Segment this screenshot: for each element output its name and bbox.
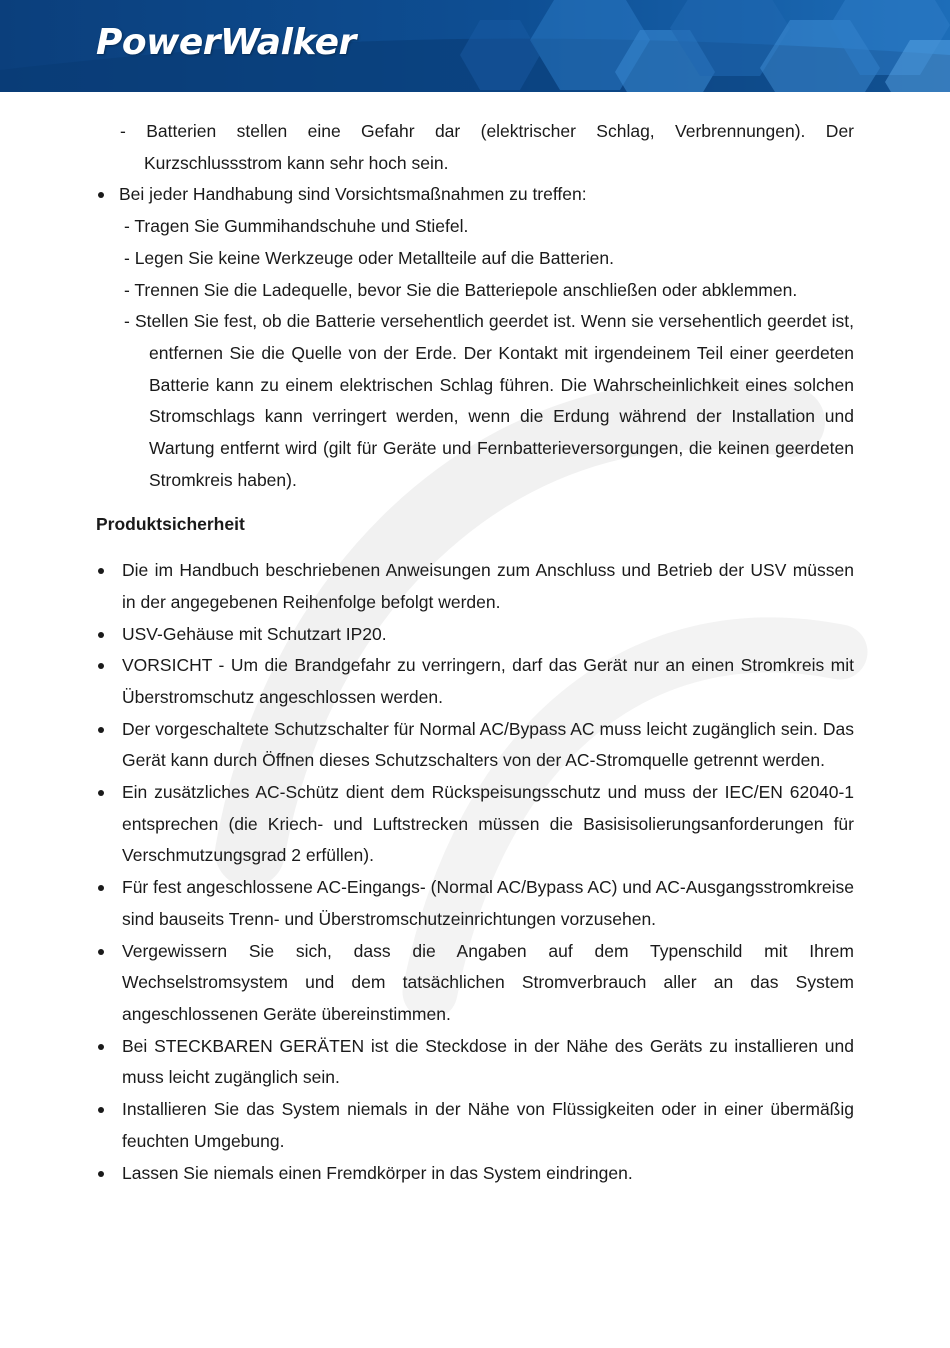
section-heading: Produktsicherheit bbox=[96, 514, 245, 535]
battery-hazard-line: - Batterien stellen eine Gefahr dar (elektrischer Schlag, Verbrennungen). Der Kurzschlussstrom kann sehr hoch sein. bbox=[120, 121, 854, 173]
safety-bullet: Lassen Sie niemals einen Fremdkörper in das System eindringen. bbox=[96, 1158, 854, 1190]
precaution-item: - Tragen Sie Gummihandschuhe und Stiefel. bbox=[124, 216, 469, 237]
safety-bullet: Ein zusätzliches AC-Schütz dient dem Rückspeisungsschutz und muss der IEC/EN 62040-1 entsprechen (die Kriech- und Luftstrecken müssen die Basisisolierungsanforderungen für Verschmutzungsgrad 2 erfüllen). bbox=[96, 777, 854, 872]
safety-bullet: Installieren Sie das System niemals in der Nähe von Flüssigkeiten oder in einer übermäßig feuchten Umgebung. bbox=[96, 1094, 854, 1157]
safety-bullet: USV-Gehäuse mit Schutzart IP20. bbox=[96, 619, 854, 651]
precaution-item: - Legen Sie keine Werkzeuge oder Metallteile auf die Batterien. bbox=[124, 247, 614, 268]
document-body bbox=[96, 116, 854, 1189]
precaution-item: - Trennen Sie die Ladequelle, bevor Sie die Batteriepole anschließen oder abklemmen. bbox=[124, 279, 798, 300]
precautions-bullet: Bei jeder Handhabung sind Vorsichtsmaßnahmen zu treffen: bbox=[96, 179, 854, 211]
precaution-item: - Stellen Sie fest, ob die Batterie versehentlich geerdet ist. Wenn sie versehentlich geerdet ist, entfernen Sie die Quelle von der Erde. Der Kontakt mit irgendeinem Teil einer geerdeten Batterie kann zu einem elektrischen Schlag führen. Die Wahrscheinlichkeit eines solchen Stromschlags kann verringert werden, wenn die Erdung während der Installation und Wartung entfernt wird (gilt für Geräte und Fernbatterieversorgungen, die keinen geerdeten Stromkreis haben). bbox=[124, 311, 854, 490]
safety-bullet: Die im Handbuch beschriebenen Anweisungen zum Anschluss und Betrieb der USV müssen in der angegebenen Reihenfolge befolgt werden. bbox=[96, 555, 854, 618]
safety-bullet: Der vorgeschaltete Schutzschalter für Normal AC/Bypass AC muss leicht zugänglich sein. Das Gerät kann durch Öffnen dieses Schutzschalters von der AC-Stromquelle getrennt werden. bbox=[96, 714, 854, 777]
safety-bullet: Für fest angeschlossene AC-Eingangs- (Normal AC/Bypass AC) und AC-Ausgangsstromkreise sind bauseits Trenn- und Überstromschutzeinrichtungen vorzusehen. bbox=[96, 872, 854, 935]
safety-bullet: Bei STECKBAREN GERÄTEN ist die Steckdose in der Nähe des Geräts zu installieren und muss leicht zugänglich sein. bbox=[96, 1031, 854, 1094]
safety-bullet: VORSICHT - Um die Brandgefahr zu verringern, darf das Gerät nur an einen Stromkreis mit Überstromschutz angeschlossen werden. bbox=[96, 650, 854, 713]
powerwalker-logo: PowerWalker bbox=[96, 22, 356, 63]
safety-bullet: Vergewissern Sie sich, dass die Angaben auf dem Typenschild mit Ihrem Wechselstromsystem und dem tatsächlichen Stromverbrauch aller an das System angeschlossenen Geräte übereinstimmen. bbox=[96, 936, 854, 1031]
page-header bbox=[0, 0, 950, 92]
